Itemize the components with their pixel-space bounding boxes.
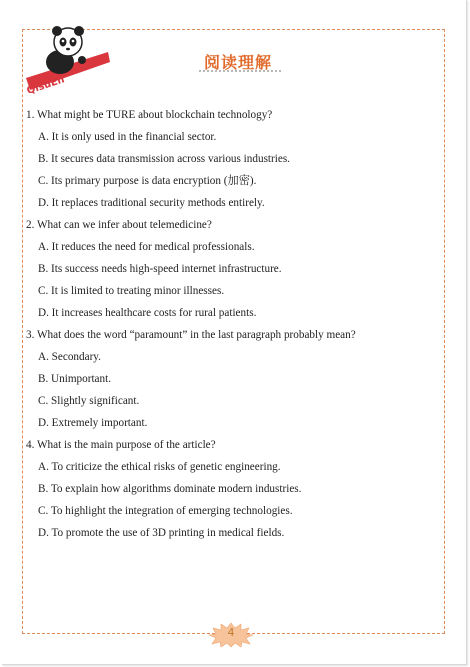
question-text: 4. What is the main purpose of the article? — [26, 439, 216, 451]
question-text: 3. What does the word “paramount” in the last paragraph probably mean? — [26, 329, 356, 341]
answer-option: B. Unimportant. — [38, 373, 112, 385]
question-block — [26, 104, 436, 214]
answer-option: A. It is only used in the financial sector. — [38, 131, 217, 143]
question-block — [26, 214, 436, 324]
answer-option: D. It replaces traditional security methods entirely. — [38, 197, 265, 209]
question-text: 1. What might be TURE about blockchain technology? — [26, 109, 273, 121]
answer-option: B. It secures data transmission across various industries. — [38, 153, 290, 165]
answer-option: B. To explain how algorithms dominate modern industries. — [38, 483, 302, 495]
question-text: 2. What can we infer about telemedicine? — [26, 219, 212, 231]
answer-option: B. Its success needs high-speed internet infrastructure. — [38, 263, 282, 275]
answer-option: D. To promote the use of 3D printing in medical fields. — [38, 527, 285, 539]
answer-option: C. Slightly significant. — [38, 395, 140, 407]
panda-logo — [20, 20, 115, 100]
question-block — [26, 324, 436, 434]
answer-option: C. Its primary purpose is data encryption (加密). — [38, 175, 257, 187]
answer-option: D. It increases healthcare costs for rural patients. — [38, 307, 257, 319]
page-number: 4 — [227, 626, 235, 639]
answer-option: A. To criticize the ethical risks of genetic engineering. — [38, 461, 281, 473]
logo-text: QisuEn — [25, 74, 66, 97]
answer-option: A. Secondary. — [38, 351, 101, 363]
answer-option: C. To highlight the integration of emerging technologies. — [38, 505, 293, 517]
question-block — [26, 434, 436, 544]
question-list — [26, 104, 436, 544]
answer-option: C. It is limited to treating minor illnesses. — [38, 285, 225, 297]
answer-option: A. It reduces the need for medical professionals. — [38, 241, 255, 253]
page-title: 阅读理解 — [203, 53, 272, 72]
answer-option: D. Extremely important. — [38, 417, 148, 429]
title-underline — [199, 70, 281, 72]
